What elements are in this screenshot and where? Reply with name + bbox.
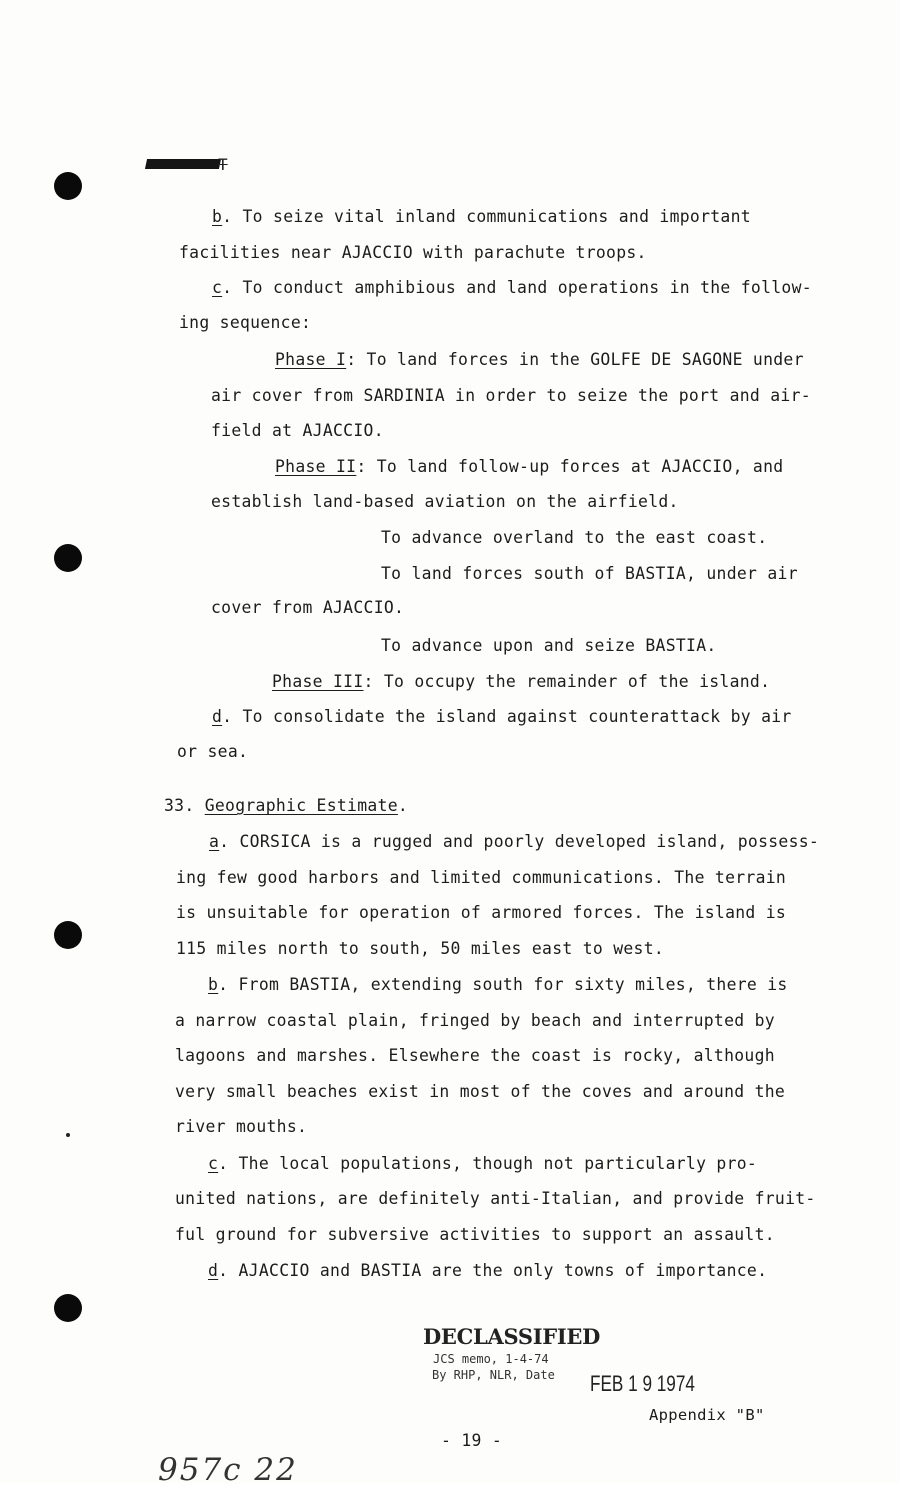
text-line xyxy=(381,564,798,584)
line-text: river mouths. xyxy=(175,1117,308,1136)
line-text: The local populations, though not particularly pro- xyxy=(238,1154,758,1173)
text-line xyxy=(177,742,248,762)
item-marker: a xyxy=(209,832,220,851)
text-line xyxy=(175,1011,775,1031)
punch-speck xyxy=(66,1133,70,1137)
line-text: To land forces in the GOLFE DE SAGONE under xyxy=(366,350,804,369)
punch-hole xyxy=(54,921,82,949)
phase-label: Phase III xyxy=(272,672,364,691)
line-text: field at AJACCIO. xyxy=(211,421,384,440)
text-line xyxy=(175,1046,775,1066)
line-text: To conduct amphibious and land operations in the follow- xyxy=(242,278,812,297)
line-text: is unsuitable for operation of armored forces. The island is xyxy=(176,903,787,922)
text-line xyxy=(175,1082,785,1102)
line-text: CORSICA is a rugged and poorly developed island, possess- xyxy=(239,832,820,851)
punch-hole xyxy=(54,544,82,572)
line-text: lagoons and marshes. Elsewhere the coast is rocky, although xyxy=(175,1046,775,1065)
line-text: 115 miles north to south, 50 miles east to west. xyxy=(176,939,665,958)
text-line xyxy=(211,598,404,618)
text-line: Phase I: To land forces in the GOLFE DE SAGONE under xyxy=(275,350,804,369)
line-text: ful ground for subversive activities to support an assault. xyxy=(175,1225,775,1244)
declassified-stamp-by: By RHP, NLR, Date xyxy=(432,1368,555,1382)
section-title: Geographic Estimate xyxy=(204,796,398,815)
line-text: establish land-based aviation on the airfield. xyxy=(211,492,679,511)
phase-label: Phase II xyxy=(275,457,357,476)
item-marker: b xyxy=(212,207,223,226)
page-number: - 19 - xyxy=(441,1431,503,1450)
text-line xyxy=(176,939,664,959)
text-line xyxy=(211,386,811,406)
phase-label: Phase I xyxy=(275,350,347,369)
line-text: united nations, are definitely anti-Italian, and provide fruit- xyxy=(175,1189,816,1208)
line-text: or sea. xyxy=(177,742,249,761)
text-line xyxy=(211,421,384,441)
line-text: To advance upon and seize BASTIA. xyxy=(381,636,717,655)
text-line xyxy=(381,528,767,548)
text-line xyxy=(175,1225,775,1245)
item-marker: d xyxy=(212,707,223,726)
item-marker: d xyxy=(208,1261,219,1280)
text-line xyxy=(175,1189,816,1209)
text-line xyxy=(211,492,679,512)
redacted-classification xyxy=(146,157,268,173)
line-text: To advance overland to the east coast. xyxy=(381,528,768,547)
line-text: To occupy the remainder of the island. xyxy=(383,672,771,691)
text-line: c. The local populations, though not particularly pro- xyxy=(208,1154,758,1173)
text-line: d. To consolidate the island against counterattack by air xyxy=(212,707,792,726)
text-line: Phase II: To land follow-up forces at AJACCIO, and xyxy=(275,457,784,476)
item-marker: c xyxy=(208,1154,219,1173)
redaction-bar xyxy=(145,159,221,169)
punch-hole xyxy=(54,172,82,200)
text-line: a. CORSICA is a rugged and poorly developed island, possess- xyxy=(209,832,820,851)
section-heading: 33. Geographic Estimate. xyxy=(164,796,409,815)
text-line xyxy=(179,243,647,263)
line-text: To land follow-up forces at AJACCIO, and xyxy=(376,457,784,476)
line-text: air cover from SARDINIA in order to seize the port and air- xyxy=(211,386,811,405)
line-text: ing few good harbors and limited communications. The terrain xyxy=(176,868,787,887)
line-text: ing sequence: xyxy=(179,313,312,332)
line-text: AJACCIO and BASTIA are the only towns of importance. xyxy=(238,1261,768,1280)
text-line xyxy=(381,636,717,656)
text-line: b. To seize vital inland communications and important xyxy=(212,207,751,226)
handwritten-number: 957c 22 xyxy=(158,1452,298,1488)
item-marker: c xyxy=(212,278,223,297)
declassified-stamp-title: DECLASSIFIED xyxy=(423,1324,601,1349)
text-line: b. From BASTIA, extending south for sixty miles, there is xyxy=(208,975,788,994)
item-marker: b xyxy=(208,975,219,994)
section-number: 33. xyxy=(164,796,195,815)
classification-marking: T xyxy=(218,155,228,174)
line-text: To seize vital inland communications and important xyxy=(242,207,751,226)
appendix-label: Appendix "B" xyxy=(649,1406,765,1424)
text-line xyxy=(175,1117,307,1137)
line-text: a narrow coastal plain, fringed by beach and interrupted by xyxy=(175,1011,775,1030)
text-line: c. To conduct amphibious and land operations in the follow- xyxy=(212,278,812,297)
punch-hole xyxy=(54,1294,82,1322)
text-line: Phase III: To occupy the remainder of the island. xyxy=(272,672,771,691)
line-text: To consolidate the island against counterattack by air xyxy=(242,707,792,726)
line-text: From BASTIA, extending south for sixty miles, there is xyxy=(238,975,788,994)
line-text: facilities near AJACCIO with parachute troops. xyxy=(179,243,647,262)
text-line xyxy=(176,903,786,923)
text-line: d. AJACCIO and BASTIA are the only towns of importance. xyxy=(208,1261,768,1280)
text-line xyxy=(176,868,786,888)
text-line xyxy=(179,313,311,333)
declassified-stamp-authority: JCS memo, 1-4-74 xyxy=(433,1352,549,1366)
line-text: To land forces south of BASTIA, under air xyxy=(381,564,798,583)
declassified-stamp-date: FEB 1 9 1974 xyxy=(590,1371,695,1396)
line-text: cover from AJACCIO. xyxy=(211,598,405,617)
line-text: very small beaches exist in most of the coves and around the xyxy=(175,1082,786,1101)
